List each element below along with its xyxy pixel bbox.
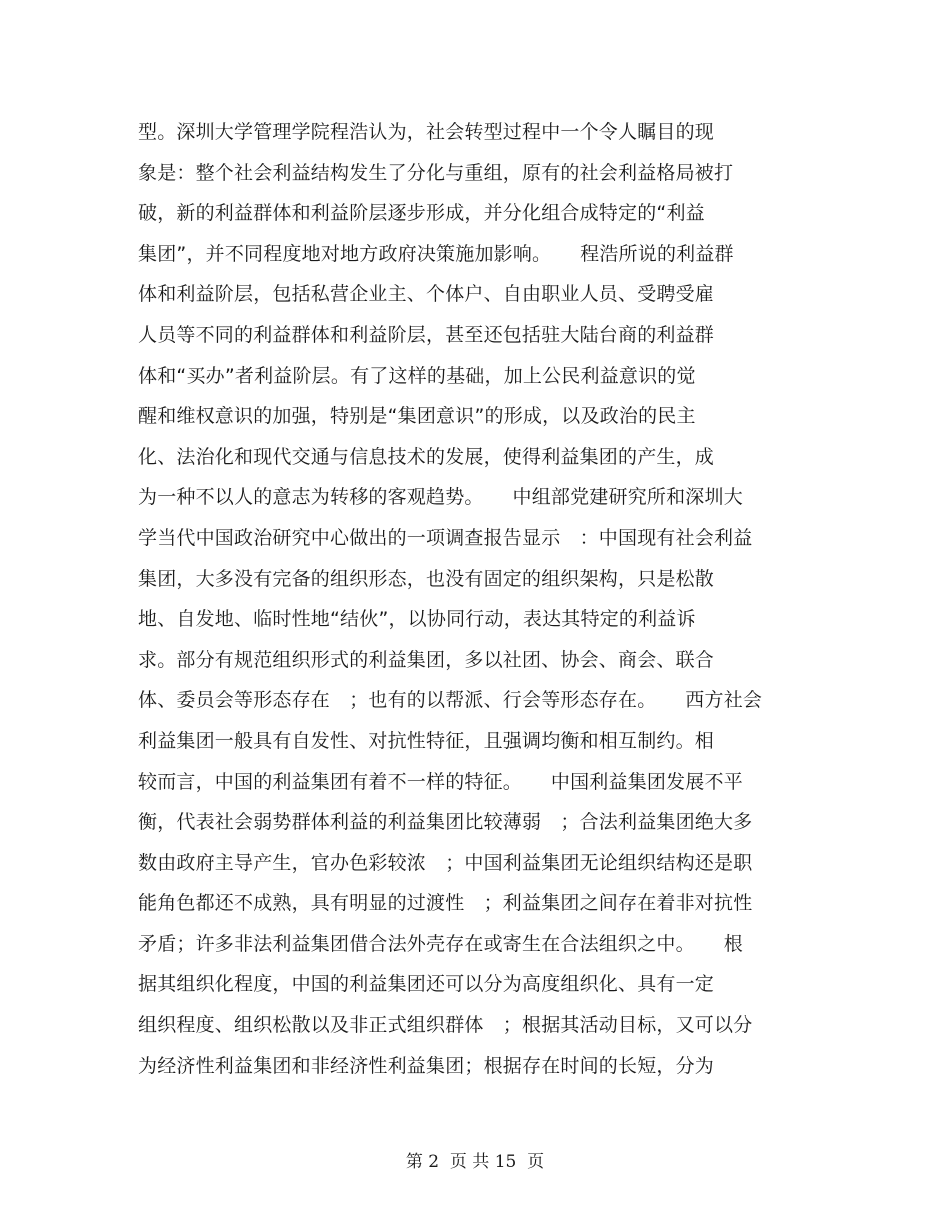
text-line: 能角色都还不成熟，具有明显的过渡性 ；利益集团之间存在着非对抗性 [138,892,753,915]
text-line: 集团，大多没有完备的组织形态，也没有固定的组织架构，只是松散 [138,567,715,590]
text-line: 地、自发地、临时性地“结伙”，以协同行动，表达其特定的利益诉 [138,608,696,631]
text-line: 集团”，并不同程度地对地方政府决策施加影响。 程浩所说的利益群 [138,242,734,265]
text-line: 体、委员会等形态存在 ；也有的以帮派、行会等形态存在。 西方社会 [138,689,763,712]
text-line: 破，新的利益群体和利益阶层逐步形成，并分化组合成特定的“利益 [138,202,705,225]
text-line: 数由政府主导产生，官办色彩较浓 ；中国利益集团无论组织结构还是职 [138,851,753,874]
text-line: 为一种不以人的意志为转移的客观趋势。 中组部党建研究所和深圳大 [138,486,743,509]
text-line: 组织程度、组织松散以及非正式组织群体 ；根据其活动目标，又可以分 [138,1014,753,1037]
text-line: 为经济性利益集团和非经济性利益集团；根据存在时间的长短，分为 [138,1054,715,1077]
text-line: 体和“买办”者利益阶层。有了这样的基础，加上公民利益意识的觉 [138,364,696,387]
text-line: 据其组织化程度，中国的利益集团还可以分为高度组织化、具有一定 [138,973,715,996]
text-line: 人员等不同的利益群体和利益阶层，甚至还包括驻大陆台商的利益群 [138,323,715,346]
text-line: 较而言，中国的利益集团有着不一样的特征。 中国利益集团发展不平 [138,770,743,793]
text-line: 学当代中国政治研究中心做出的一项调查报告显示 ：中国现有社会利益 [138,526,753,549]
text-line: 化、法治化和现代交通与信息技术的发展，使得利益集团的产生，成 [138,445,715,468]
page-footer: 第 2 页 共 15 页 [405,1152,545,1172]
text-line: 衡，代表社会弱势群体利益的利益集团比较薄弱 ；合法利益集团绝大多 [138,811,753,834]
text-line: 体和利益阶层，包括私营企业主、个体户、自由职业人员、受聘受雇 [138,283,715,306]
text-line: 型。深圳大学管理学院程浩认为，社会转型过程中一个令人瞩目的现 [138,121,715,143]
text-line: 求。部分有规范组织形式的利益集团，多以社团、协会、商会、联合 [138,648,715,671]
text-line: 醒和维权意识的加强，特别是“集团意识”的形成，以及政治的民主 [138,405,696,428]
text-line: 利益集团一般具有自发性、对抗性特征，且强调均衡和相互制约。相 [138,729,715,752]
text-line: 象是：整个社会利益结构发生了分化与重组，原有的社会利益格局被打 [138,161,734,184]
body-text [138,112,818,1086]
text-line: 矛盾；许多非法利益集团借合法外壳存在或寄生在合法组织之中。 根 [138,932,743,955]
